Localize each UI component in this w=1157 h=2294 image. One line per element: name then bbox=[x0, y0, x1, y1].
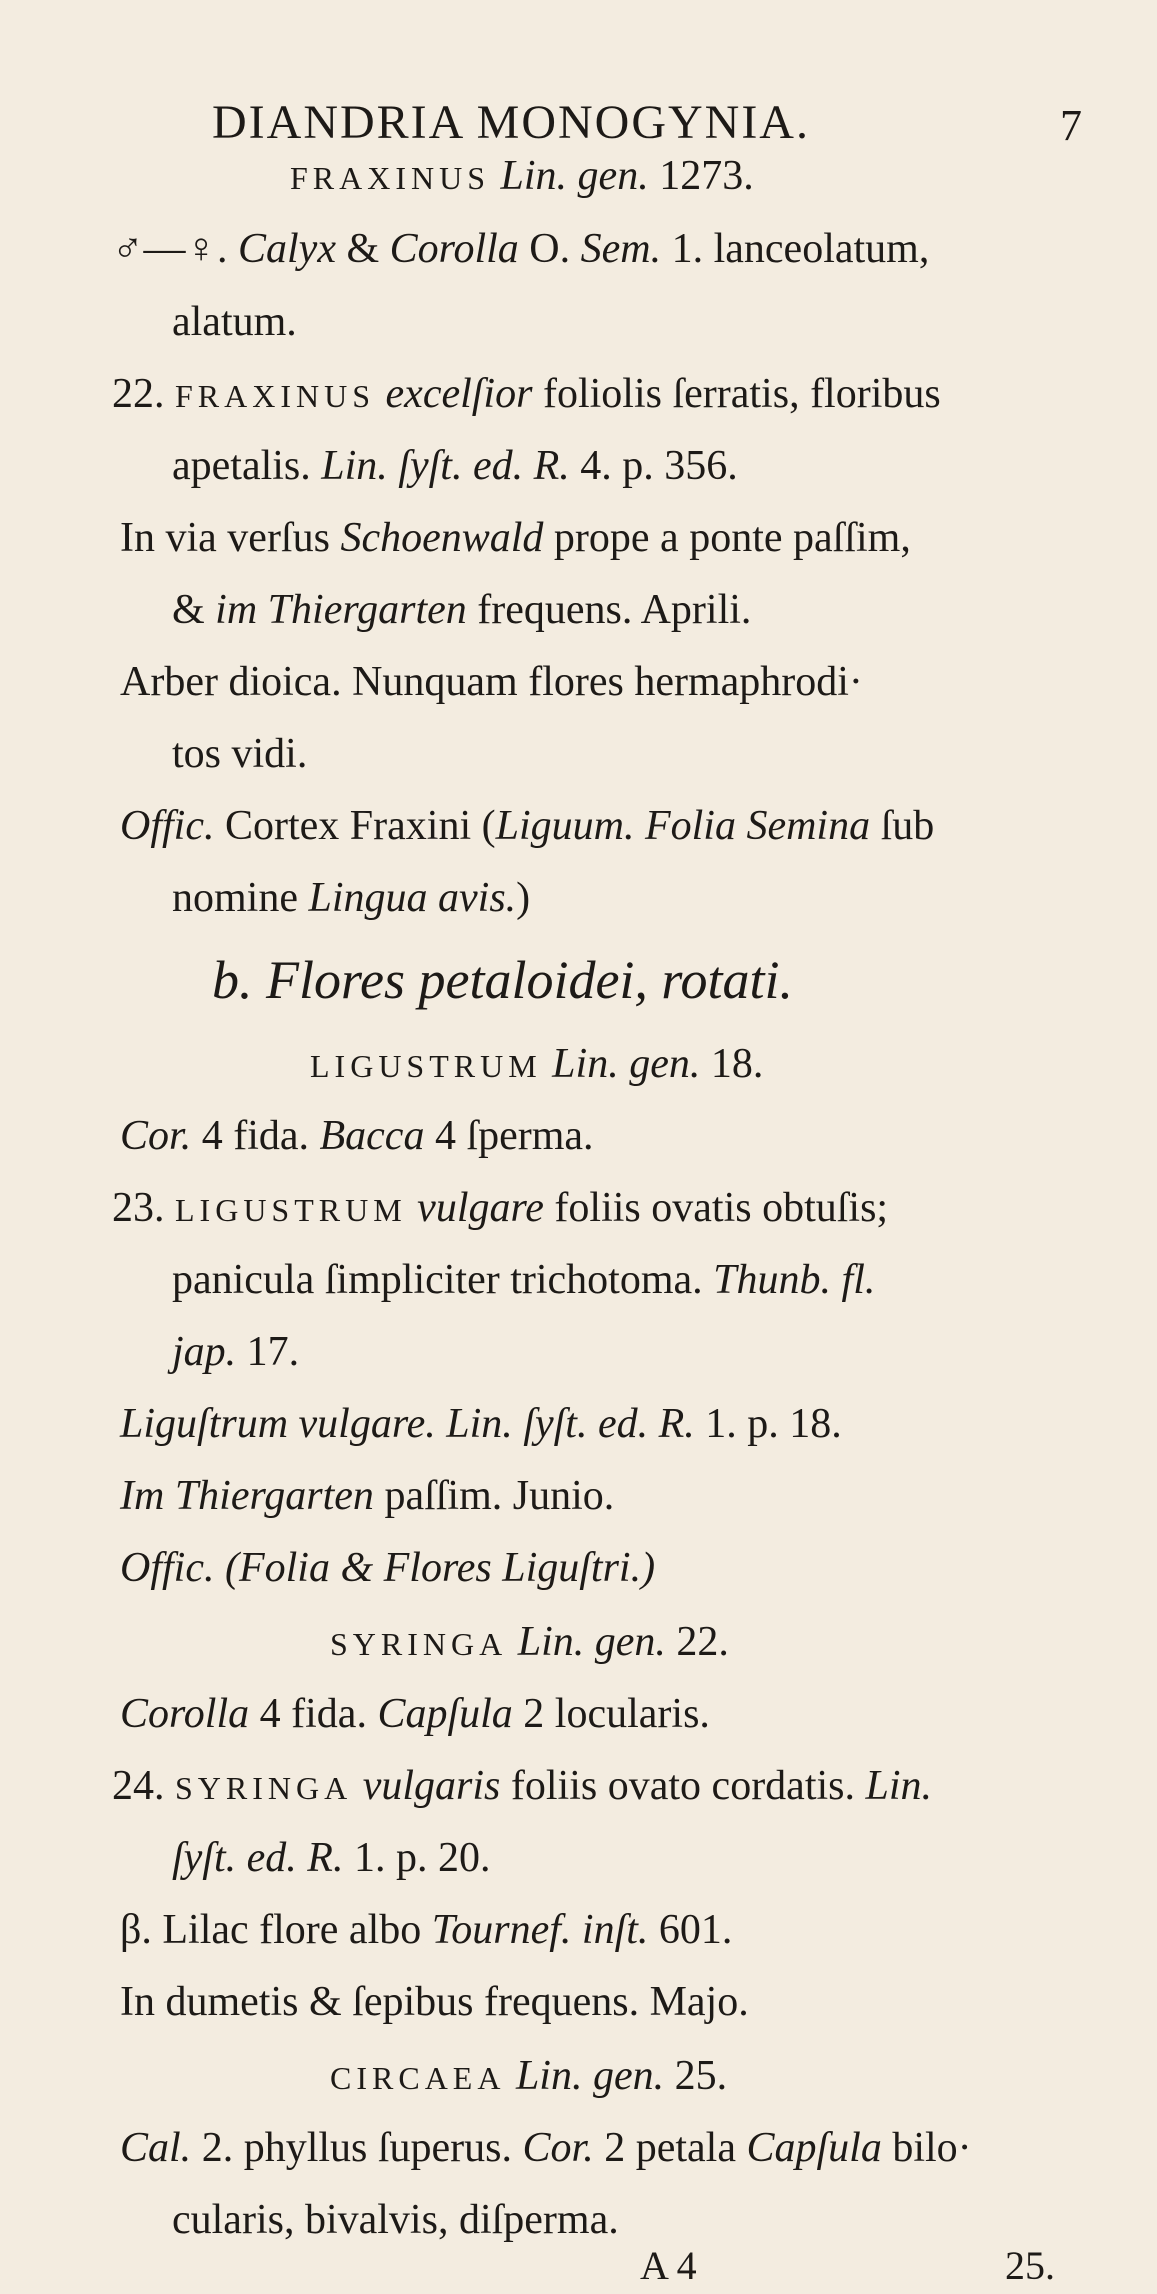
text-run: panicula ſimpliciter trichotoma. bbox=[172, 1257, 714, 1303]
text-run: Liguum. Folia Semina bbox=[495, 803, 871, 849]
text-run: Schoenwald bbox=[340, 515, 544, 561]
text-run: 4 fida. bbox=[249, 1691, 378, 1737]
text-line bbox=[172, 870, 530, 926]
text-run: ) bbox=[516, 875, 531, 921]
text-run: In dumetis & ſepibus frequens. Majo. bbox=[120, 1979, 749, 2025]
text-run: & bbox=[335, 226, 390, 272]
text-run: SYRINGA bbox=[330, 1626, 508, 1662]
text-line bbox=[172, 294, 297, 350]
text-run: 1. p. 18. bbox=[694, 1401, 842, 1447]
text-run: vulgare bbox=[417, 1185, 544, 1231]
text-run: SYRINGA bbox=[175, 1770, 353, 1806]
text-run: jap. bbox=[172, 1329, 237, 1375]
catchword: 25. bbox=[1005, 2243, 1055, 2288]
text-run: Tournef. inſt. bbox=[431, 1907, 649, 1953]
text-run: 2. phyllus ſuperus. bbox=[191, 2125, 523, 2171]
text-run: ſyſt. ed. R. bbox=[172, 1835, 344, 1881]
text-line bbox=[120, 2120, 972, 2176]
text-run: Lin. bbox=[865, 1763, 933, 1809]
text-run: 1273. bbox=[648, 153, 754, 199]
text-line bbox=[120, 1686, 710, 1742]
text-run: Lingua avis. bbox=[308, 875, 517, 921]
text-run: Lin. gen. bbox=[517, 1619, 666, 1665]
text-run: foliolis ſerratis, floribus bbox=[532, 371, 941, 417]
text-run: CIRCAEA bbox=[330, 2060, 506, 2096]
text-line bbox=[172, 582, 751, 638]
text-run: Cortex Fraxini ( bbox=[214, 803, 496, 849]
text-line bbox=[330, 2048, 727, 2106]
text-run: & bbox=[172, 587, 216, 633]
text-run: O. bbox=[518, 226, 581, 272]
text-run bbox=[505, 2053, 516, 2099]
text-run: Lin. gen. bbox=[515, 2053, 665, 2099]
text-run: 23. bbox=[112, 1185, 175, 1231]
text-run: Thunb. fl. bbox=[713, 1257, 876, 1303]
text-run: Lin. gen. bbox=[552, 1041, 701, 1087]
text-run: 1. p. 20. bbox=[343, 1835, 491, 1881]
text-line bbox=[112, 1758, 932, 1816]
text-run: 2 locularis. bbox=[512, 1691, 710, 1737]
text-line bbox=[172, 2192, 619, 2248]
text-run: 18. bbox=[700, 1041, 764, 1087]
text-run: 4 ſperma. bbox=[424, 1113, 594, 1159]
text-run: Corolla bbox=[120, 1691, 250, 1737]
text-run bbox=[507, 1619, 518, 1665]
text-run: prope a ponte paſſim, bbox=[543, 515, 911, 561]
text-run: Capſula bbox=[746, 2125, 882, 2171]
text-run bbox=[542, 1041, 553, 1087]
text-run: Arber dioica. Nunquam flores hermaphrodi· bbox=[120, 659, 863, 705]
text-run: 1. lanceolatum, bbox=[661, 226, 930, 272]
text-run: 25. bbox=[664, 2053, 728, 2099]
text-run: paſſim. Junio. bbox=[373, 1473, 615, 1519]
text-line bbox=[120, 1540, 655, 1596]
text-run: ♂—♀. bbox=[112, 226, 238, 272]
text-run: Capſula bbox=[377, 1691, 513, 1737]
text-run: 2 petala bbox=[593, 2125, 747, 2171]
text-run bbox=[407, 1185, 418, 1231]
text-line bbox=[172, 1324, 299, 1380]
text-run: tos vidi. bbox=[172, 731, 308, 777]
text-line bbox=[172, 1830, 490, 1886]
text-line bbox=[120, 654, 863, 710]
text-run: Cor. bbox=[522, 2125, 594, 2171]
text-run: 4. p. 356. bbox=[569, 443, 738, 489]
text-line bbox=[120, 1396, 842, 1452]
text-run: ſub bbox=[870, 803, 935, 849]
text-run: bilo· bbox=[881, 2125, 972, 2171]
text-run: Lin. gen. bbox=[500, 153, 649, 199]
text-run: Corolla bbox=[389, 226, 519, 272]
text-line bbox=[290, 148, 754, 206]
text-line bbox=[310, 1036, 763, 1094]
text-line bbox=[330, 1614, 729, 1672]
text-line bbox=[172, 1252, 875, 1308]
text-line bbox=[120, 798, 934, 854]
text-run: LIGUSTRUM bbox=[175, 1192, 407, 1228]
text-run: Lin. ſyſt. ed. R. bbox=[321, 443, 570, 489]
text-run: β. Lilac flore albo bbox=[120, 1907, 432, 1953]
text-line bbox=[172, 726, 307, 782]
text-run: cularis, bivalvis, diſperma. bbox=[172, 2197, 619, 2243]
text-run bbox=[352, 1763, 363, 1809]
text-line bbox=[120, 1108, 594, 1164]
text-run: FRAXINUS bbox=[175, 378, 376, 414]
text-run: 17. bbox=[236, 1329, 300, 1375]
text-run: Liguſtrum vulgare. Lin. ſyſt. ed. R. bbox=[120, 1401, 695, 1447]
text-line bbox=[172, 438, 738, 494]
page-number: 7 bbox=[1060, 101, 1082, 150]
running-header: DIANDRIA MONOGYNIA. bbox=[212, 96, 810, 149]
text-run: b. Flores petaloidei, rotati. bbox=[212, 950, 793, 1010]
text-run: Im Thiergarten bbox=[120, 1473, 374, 1519]
text-run: 24. bbox=[112, 1763, 175, 1809]
text-run: In via verſus bbox=[120, 515, 341, 561]
text-run: Calyx bbox=[238, 226, 336, 272]
text-run: LIGUSTRUM bbox=[310, 1048, 542, 1084]
text-run: 22. bbox=[112, 371, 175, 417]
text-line bbox=[112, 221, 929, 277]
text-run: 4 fida. bbox=[191, 1113, 320, 1159]
text-run: Cal. bbox=[120, 2125, 192, 2171]
text-run: 601. bbox=[648, 1907, 733, 1953]
text-run: Offic. (Folia & Flores Liguſtri.) bbox=[120, 1545, 656, 1591]
text-run bbox=[375, 371, 386, 417]
text-run: 22. bbox=[665, 1619, 729, 1665]
text-line bbox=[120, 1902, 732, 1958]
text-line bbox=[112, 366, 941, 424]
text-run: alatum. bbox=[172, 299, 297, 345]
text-line bbox=[212, 952, 793, 1013]
signature-mark: A 4 bbox=[640, 2243, 697, 2288]
text-run: apetalis. bbox=[172, 443, 322, 489]
text-line bbox=[120, 510, 911, 566]
text-run: im Thiergarten bbox=[215, 587, 467, 633]
text-line bbox=[112, 1180, 888, 1238]
text-run: foliis ovatis obtuſis; bbox=[543, 1185, 889, 1231]
text-run: Cor. bbox=[120, 1113, 192, 1159]
text-run: Bacca bbox=[319, 1113, 425, 1159]
text-run bbox=[490, 153, 501, 199]
text-run: foliis ovato cordatis. bbox=[500, 1763, 866, 1809]
text-run: vulgaris bbox=[362, 1763, 501, 1809]
text-run: Sem. bbox=[580, 226, 662, 272]
text-run: frequens. Aprili. bbox=[466, 587, 752, 633]
text-run: FRAXINUS bbox=[290, 160, 491, 196]
text-run: excelſior bbox=[385, 371, 533, 417]
text-run: Offic. bbox=[120, 803, 215, 849]
text-run: nomine bbox=[172, 875, 309, 921]
text-line bbox=[120, 1974, 749, 2030]
text-line bbox=[120, 1468, 614, 1524]
